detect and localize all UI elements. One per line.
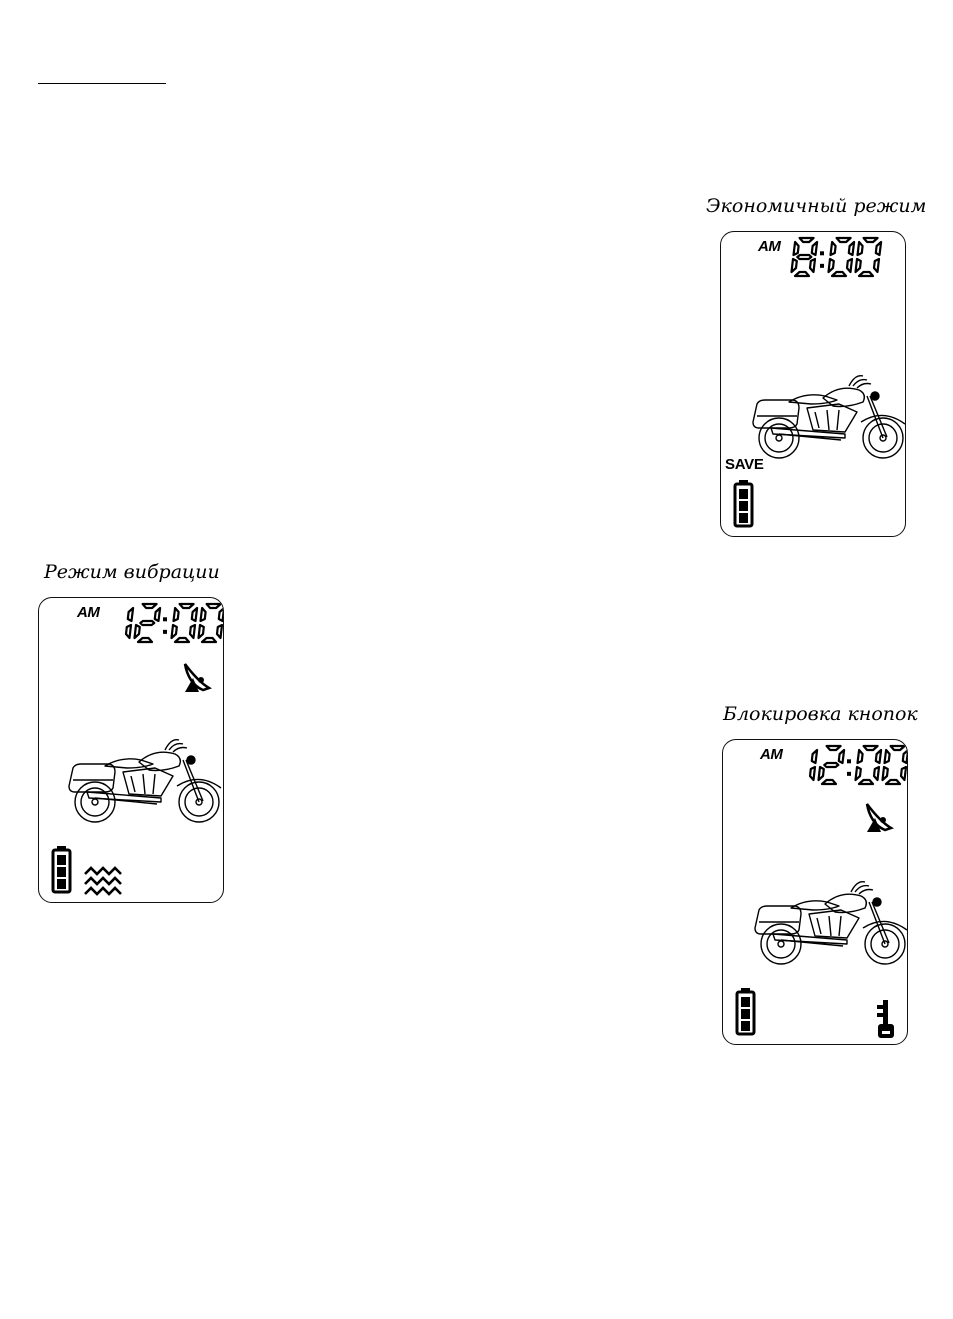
time-digit	[792, 238, 818, 276]
time-colon	[163, 630, 167, 634]
time-display	[792, 238, 882, 276]
motorcycle-icon	[69, 740, 221, 822]
time-colon	[163, 617, 167, 621]
time-digit	[883, 746, 909, 784]
time-colon	[847, 772, 851, 776]
battery-icon	[737, 988, 754, 1034]
battery-icon	[53, 846, 70, 892]
time-digit	[856, 746, 882, 784]
vibration-icon	[85, 868, 121, 894]
time-display	[126, 604, 224, 642]
vibration-mode-caption: Режим вибрации	[44, 561, 220, 583]
ampm-indicator: AM	[758, 238, 781, 255]
time-display	[810, 746, 908, 784]
time-digit	[856, 238, 882, 276]
save-indicator: SAVE	[725, 456, 764, 473]
motorcycle-icon	[753, 376, 905, 458]
vibration-mode-screen	[38, 597, 224, 903]
time-colon	[820, 251, 824, 255]
antenna-icon	[867, 804, 891, 832]
economy-mode-caption: Экономичный режим	[706, 195, 927, 217]
time-digit	[199, 604, 225, 642]
antenna-icon	[185, 664, 209, 692]
key-lock-caption: Блокировка кнопок	[723, 703, 918, 725]
time-digit	[810, 750, 817, 780]
header-rule	[38, 83, 166, 84]
ampm-indicator: AM	[760, 746, 783, 763]
time-digit	[126, 608, 133, 638]
battery-icon	[735, 480, 752, 526]
ampm-indicator: AM	[77, 604, 100, 621]
time-digit	[819, 746, 845, 784]
economy-mode-screen	[720, 231, 906, 537]
time-colon	[847, 759, 851, 763]
time-digit	[135, 604, 161, 642]
key-lock-screen	[722, 739, 908, 1045]
time-digit	[829, 238, 855, 276]
key-icon	[877, 1000, 894, 1038]
time-digit	[172, 604, 198, 642]
motorcycle-icon	[755, 882, 907, 964]
time-colon	[820, 264, 824, 268]
